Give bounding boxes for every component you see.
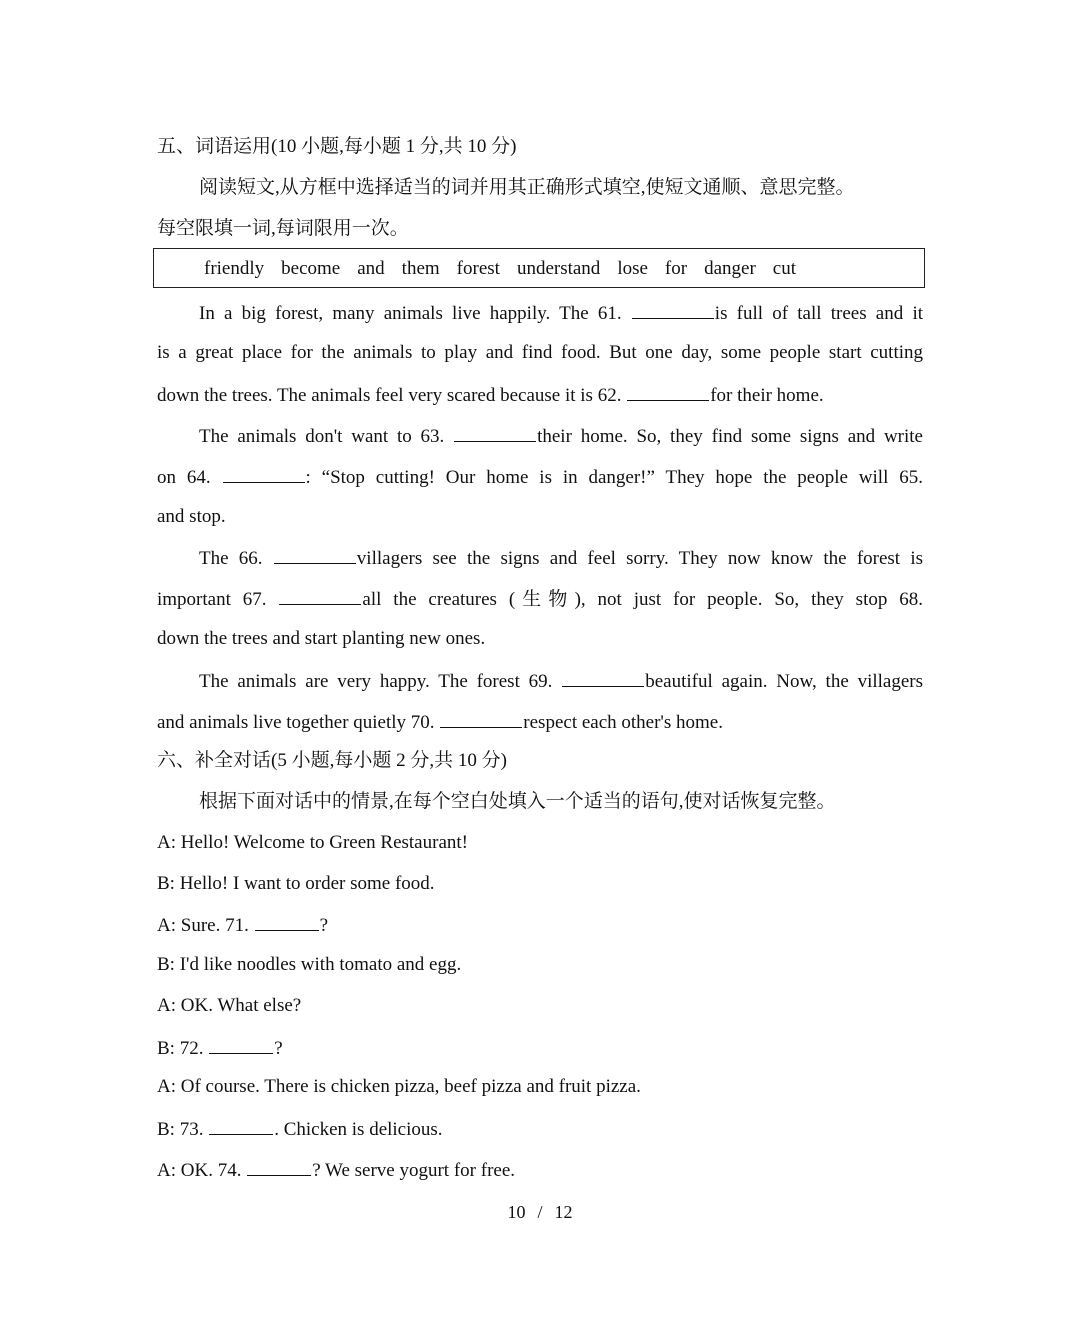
passage-line — [199, 423, 923, 449]
passage-line — [157, 464, 923, 490]
blank-70[interactable] — [440, 709, 522, 728]
dialogue-line: A: Of course. There is chicken pizza, beef pizza and fruit pizza. — [157, 1076, 641, 1097]
passage-text: on 64. — [157, 467, 211, 488]
page-total: 12 — [554, 1202, 573, 1222]
section-5-heading: 五、词语运用(10 小题,每小题 1 分,共 10 分) — [157, 136, 517, 157]
passage-text: and animals live together quietly 70. — [157, 712, 435, 733]
word-item: lose — [617, 258, 648, 279]
passage-text: : “Stop cutting! Our home is in danger!” They hope the people will 65. — [305, 467, 923, 488]
passage-text: beautiful again. Now, the villagers — [645, 671, 923, 692]
page-number — [0, 1200, 1080, 1224]
dialogue-text: . Chicken is delicious. — [274, 1119, 443, 1140]
blank-66[interactable] — [274, 545, 356, 564]
dialogue-line — [157, 1035, 923, 1061]
word-item: become — [281, 258, 341, 279]
dialogue-line: B: Hello! I want to order some food. — [157, 873, 435, 894]
dialogue-text: ? We serve yogurt for free. — [312, 1160, 516, 1181]
passage-line — [157, 382, 923, 408]
passage-line — [157, 709, 923, 735]
passage-line — [199, 545, 923, 571]
dialogue-line: A: OK. What else? — [157, 995, 302, 1016]
passage-text: In a big forest, many animals live happily. The 61. — [199, 303, 622, 324]
blank-63[interactable] — [454, 423, 536, 442]
passage-line: is a great place for the animals to play and find food. But one day, some people start cutting — [157, 342, 923, 363]
blank-64[interactable] — [223, 464, 305, 483]
dialogue-line — [157, 1116, 923, 1142]
section-5-instruction-cont: 每空限填一词,每词限用一次。 — [157, 218, 409, 239]
passage-text: The animals are very happy. The forest 69. — [199, 671, 553, 692]
passage-text: villagers see the signs and feel sorry. They now know the forest is — [356, 548, 923, 569]
passage-line: and stop. — [157, 506, 226, 527]
dialogue-text: ? — [274, 1038, 283, 1059]
word-item: and — [357, 258, 385, 279]
dialogue-text: A: OK. 74. — [157, 1160, 242, 1181]
dialogue-line — [157, 1157, 923, 1183]
blank-73[interactable] — [209, 1116, 273, 1135]
blank-61[interactable] — [632, 300, 714, 319]
passage-text: their home. So, they find some signs and write — [537, 426, 923, 447]
word-box — [153, 248, 925, 288]
passage-line: down the trees and start planting new ones. — [157, 628, 486, 649]
blank-74[interactable] — [247, 1157, 311, 1176]
passage-text: The 66. — [199, 548, 263, 569]
word-item: them — [401, 258, 440, 279]
blank-69[interactable] — [562, 668, 644, 687]
passage-text: all the creatures (生物), not just for people. So, they stop 68. — [362, 589, 923, 610]
dialogue-line: B: I'd like noodles with tomato and egg. — [157, 954, 462, 975]
dialogue-text: B: 72. — [157, 1038, 204, 1059]
page-current: 10 — [507, 1202, 526, 1222]
blank-72[interactable] — [209, 1035, 273, 1054]
dialogue-text: B: 73. — [157, 1119, 204, 1140]
word-item: understand — [516, 258, 601, 279]
passage-text: down the trees. The animals feel very scared because it is 62. — [157, 385, 622, 406]
word-item: cut — [772, 258, 796, 279]
dialogue-line: A: Hello! Welcome to Green Restaurant! — [157, 832, 468, 853]
word-item: for — [664, 258, 688, 279]
word-item: forest — [456, 258, 500, 279]
section-5-instruction: 阅读短文,从方框中选择适当的词并用其正确形式填空,使短文通顺、意思完整。 — [199, 177, 855, 198]
blank-71[interactable] — [255, 912, 319, 931]
dialogue-line — [157, 912, 923, 938]
section-6-instruction: 根据下面对话中的情景,在每个空白处填入一个适当的语句,使对话恢复完整。 — [199, 791, 836, 812]
passage-text: important 67. — [157, 589, 267, 610]
page-separator: / — [537, 1202, 543, 1222]
passage-line — [199, 300, 923, 326]
blank-62[interactable] — [627, 382, 709, 401]
section-6-heading: 六、补全对话(5 小题,每小题 2 分,共 10 分) — [157, 750, 507, 771]
dialogue-text: A: Sure. 71. — [157, 915, 249, 936]
passage-text: is full of tall trees and it — [714, 303, 923, 324]
word-list — [204, 257, 813, 281]
passage-line — [199, 668, 923, 694]
word-item: danger — [704, 258, 756, 279]
passage-text: respect each other's home. — [523, 712, 723, 733]
dialogue-text: ? — [319, 915, 329, 936]
word-item: friendly — [204, 258, 265, 279]
passage-text: for their home. — [710, 385, 824, 406]
blank-67[interactable] — [279, 586, 361, 605]
passage-line — [157, 586, 923, 612]
passage-text: The animals don't want to 63. — [199, 426, 445, 447]
